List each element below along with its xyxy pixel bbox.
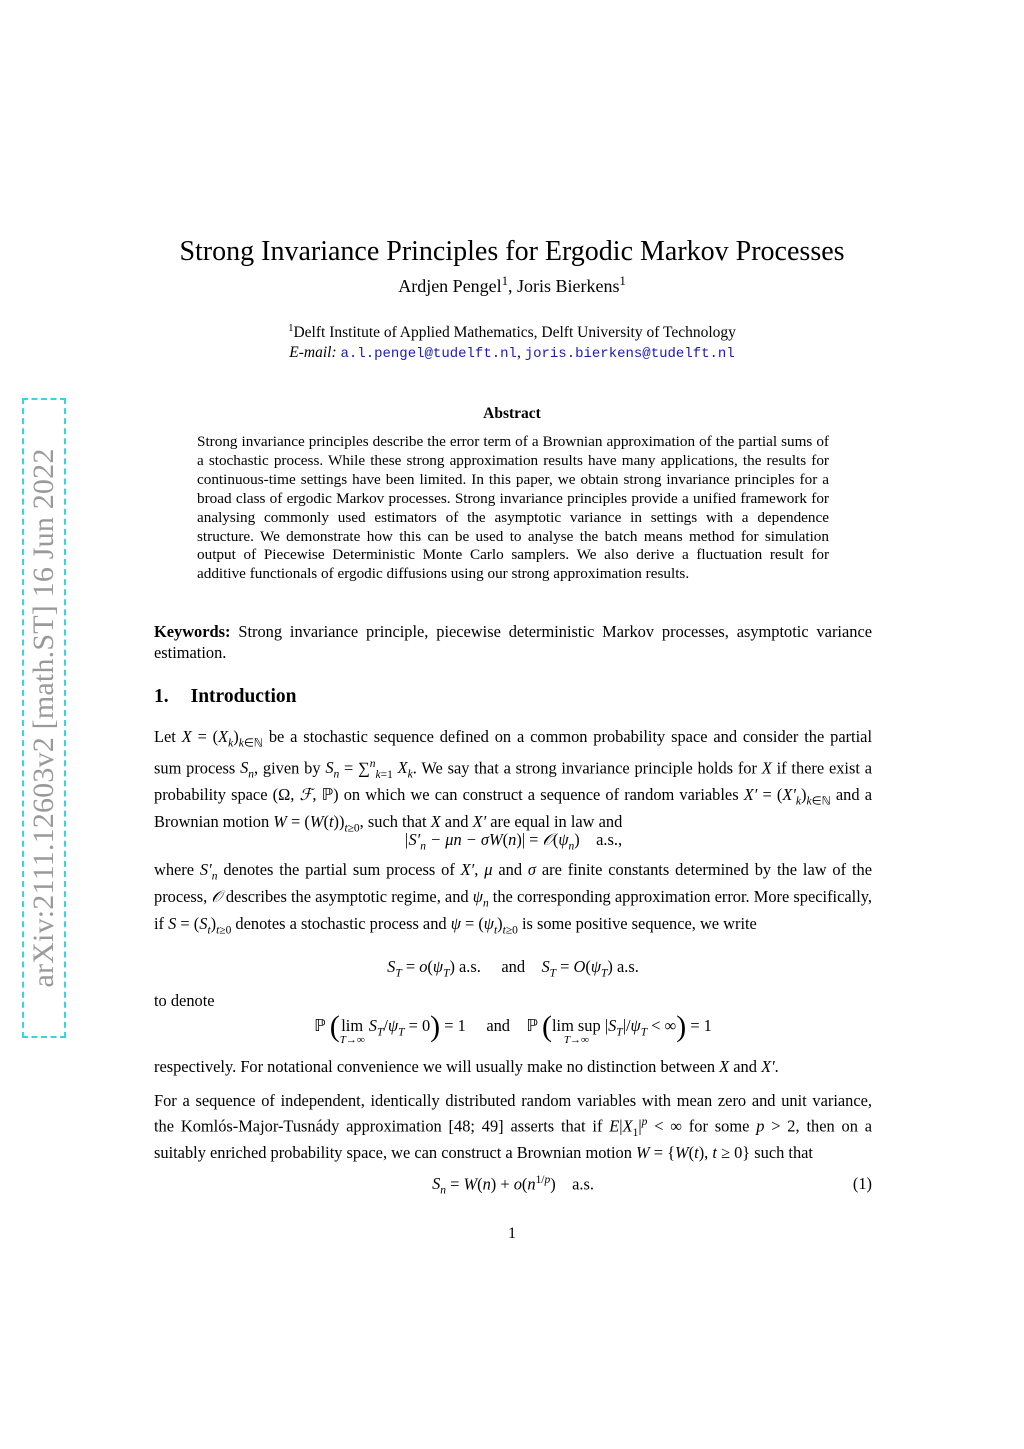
text-run: . bbox=[774, 1057, 779, 1076]
eq-annotation: a.s. bbox=[459, 957, 481, 976]
text-run: For a sequence of independent, identically distributed random variables with mean zero and unit variance, the Komlós-Major-Tusnády approximation [48; 49] asserts that if bbox=[154, 1091, 872, 1136]
math-inline: $S_n$ bbox=[325, 758, 340, 781]
text-run: is some positive sequence, we write bbox=[517, 913, 757, 933]
math-inline: X bbox=[761, 758, 772, 778]
email-link[interactable]: joris.bierkens@tudelft.nl bbox=[524, 346, 735, 362]
display-equation: $S_n = W(n) + o(n^{1/p})$ a.s. (1) bbox=[432, 1174, 872, 1197]
text-run: describes the asymptotic regime, and bbox=[221, 886, 473, 906]
text-run: be a stochastic sequence defined on a common probability space and consider the partial sum process bbox=[154, 727, 872, 778]
text-run: , bbox=[474, 860, 485, 879]
text-run: are equal in law and bbox=[486, 812, 623, 832]
paragraph: respectively. For notational convenience we will usually make no distinction between X and X′. bbox=[154, 1057, 779, 1076]
eq-annotation: = 1 bbox=[690, 1016, 712, 1035]
keywords bbox=[154, 622, 872, 663]
text-run: denotes the partial sum process of bbox=[217, 860, 461, 879]
affil-mark: 1 bbox=[288, 322, 294, 334]
text-run: for some bbox=[681, 1116, 757, 1136]
email-sep: , bbox=[516, 344, 525, 361]
affil-mark: 1 bbox=[619, 274, 626, 288]
math-inline: $S_n$ bbox=[240, 758, 255, 781]
author-name: Joris Bierkens bbox=[516, 276, 620, 296]
section-heading bbox=[154, 686, 296, 708]
text-run: if there exist a probability space bbox=[154, 758, 872, 805]
text-run: Let bbox=[154, 727, 182, 746]
eq-annotation: a.s. bbox=[572, 1174, 594, 1194]
math-inline: X′ bbox=[472, 812, 487, 832]
text-run: and bbox=[729, 1057, 762, 1076]
email-line bbox=[0, 344, 1024, 362]
author-line bbox=[0, 274, 1024, 297]
lim-operator: lim sup bbox=[551, 1016, 601, 1035]
text-run: on which we can construct a sequence of random variables bbox=[338, 785, 744, 805]
math-inline: X bbox=[181, 727, 192, 746]
lim-operator: lim bbox=[341, 1016, 364, 1035]
lim-subscript: T→∞ bbox=[339, 1034, 365, 1046]
paper-title: Strong Invariance Principles for Ergodic Markov Processes bbox=[179, 236, 845, 267]
author-name: Ardjen Pengel bbox=[398, 276, 502, 296]
eq-annotation: a.s. bbox=[616, 957, 639, 976]
text-run: such that bbox=[750, 1142, 813, 1162]
paragraph: where $S'_n$ denotes the partial sum process of X′, μ and σ are finite constants determined by the law of the process, 𝒪 describes the asymptotic regime, and $\psi_n$ the corresponding approximation error. More specifically, if $S = (S_t)_{t\ge 0}$ denotes a stochastic process and $\psi = (\psi_t)_{t\ge 0}$ is some positive sequence, we write bbox=[154, 860, 872, 937]
text-run: respectively. For notational convenience we will usually make no distinction between bbox=[154, 1057, 720, 1076]
email-label: E-mail: bbox=[289, 344, 337, 361]
text-run: and a Brownian motion bbox=[154, 785, 872, 832]
math-inline: $X_k$ bbox=[218, 727, 234, 750]
author-sep: , bbox=[507, 276, 517, 296]
text-run: and bbox=[440, 812, 473, 832]
eq-annotation: and bbox=[486, 1016, 510, 1035]
paragraph: For a sequence of independent, identically distributed random variables with mean zero and unit variance, the Komlós-Major-Tusnády approximation [48; 49] asserts that if $E|X_1|^p$ < ∞ for some p > 2, then on a suitably enriched probability space, we can construct a Brownian motion W = {W(t), t ≥ 0} such that bbox=[154, 1091, 873, 1162]
equation-number: (1) bbox=[852, 1174, 872, 1193]
abstract-heading: Abstract bbox=[483, 405, 541, 422]
eq-annotation: a.s., bbox=[596, 830, 623, 849]
paragraph: to denote bbox=[154, 991, 215, 1010]
paragraph: Let $X = (X_k)_{k\in ℕ}$ be a stochastic sequence defined on a common probability space and consider the partial sum process $S_n$, given by $S_n = \sum^n_{k=1}$ $X_k$. We say that a strong invariance principle holds for X if there exist a probability space (Ω, ℱ, ℙ) on which we can construct a sequence of random variables $X' = (X'_k)_{k\in ℕ}$ and a Brownian motion $W = (W(t))_{t\ge 0}$, such that X and X′ are equal in law and bbox=[154, 727, 872, 835]
eq-annotation: and bbox=[501, 957, 526, 976]
keywords-text: Strong invariance principle, piecewise deterministic Markov processes, asymptotic variance estimation. bbox=[154, 622, 872, 662]
text-run: , such that bbox=[359, 812, 431, 832]
arxiv-stamp: arXiv:2111.12603v2 [math.ST] 16 Jun 2022 bbox=[27, 448, 60, 988]
math-inline: W bbox=[273, 812, 287, 832]
text-run: , given by bbox=[254, 758, 326, 778]
text-run: , then on a suitably enriched probability space, we can construct a Brownian motion bbox=[154, 1116, 873, 1162]
text-run: and bbox=[492, 860, 528, 879]
display-equation: ℙ (lim T→∞ $S_T/\psi_T = 0) = 1$ and ℙ (lim sup T→∞ $|S_T|/\psi_T$ < ∞) = 1 bbox=[314, 1010, 712, 1046]
math-inline: X′ bbox=[743, 785, 758, 805]
text-run: denotes a stochastic process and bbox=[231, 913, 451, 933]
text-run: . We say that a strong invariance principle holds for bbox=[412, 758, 762, 778]
keywords-label: Keywords: bbox=[154, 622, 231, 641]
text-run: the corresponding approximation error. More specifically, if bbox=[154, 886, 872, 933]
affiliation bbox=[0, 322, 1024, 342]
affil-mark: 1 bbox=[501, 274, 508, 288]
section-number: 1. bbox=[154, 686, 169, 707]
page-number: 1 bbox=[508, 1225, 516, 1242]
text-run: are finite constants determined by the law of the process, bbox=[154, 860, 872, 906]
lim-subscript: T→∞ bbox=[563, 1034, 589, 1046]
text-run: where bbox=[154, 860, 200, 879]
display-equation: $S_T = o(\psi_T)$ a.s. and $S_T = O(\psi_T)$ a.s. bbox=[387, 957, 639, 980]
section-title: Introduction bbox=[190, 686, 297, 707]
eq-annotation: = 1 bbox=[444, 1016, 466, 1035]
abstract-text: Strong invariance principles describe the error term of a Brownian approximation of the partial sums of a stochastic process. While these strong approximation results have many applications, the results for continuous-time settings have been limited. In this paper, we obtain strong invariance principles for a broad class of ergodic Markov processes. Strong invariance principles provide a unified framework for analysing commonly used estimators of the asymptotic variance in settings with a dependence structure. We demonstrate how this can be used to analyse the batch means method for simulation output of Piecewise Deterministic Monte Carlo samplers. We also derive a fluctuation result for additive functionals of ergodic diffusions using our strong approximation results. bbox=[197, 433, 829, 583]
math-inline: X bbox=[430, 812, 441, 832]
affiliation-text: Delft Institute of Applied Mathematics, Delft University of Technology bbox=[293, 324, 736, 342]
email-link[interactable]: a.l.pengel@tudelft.nl bbox=[340, 346, 517, 362]
display-equation: $|S'_n - \mu n - \sigma W(n)|$ = $𝒪(\psi_n)$ a.s., bbox=[403, 830, 623, 853]
